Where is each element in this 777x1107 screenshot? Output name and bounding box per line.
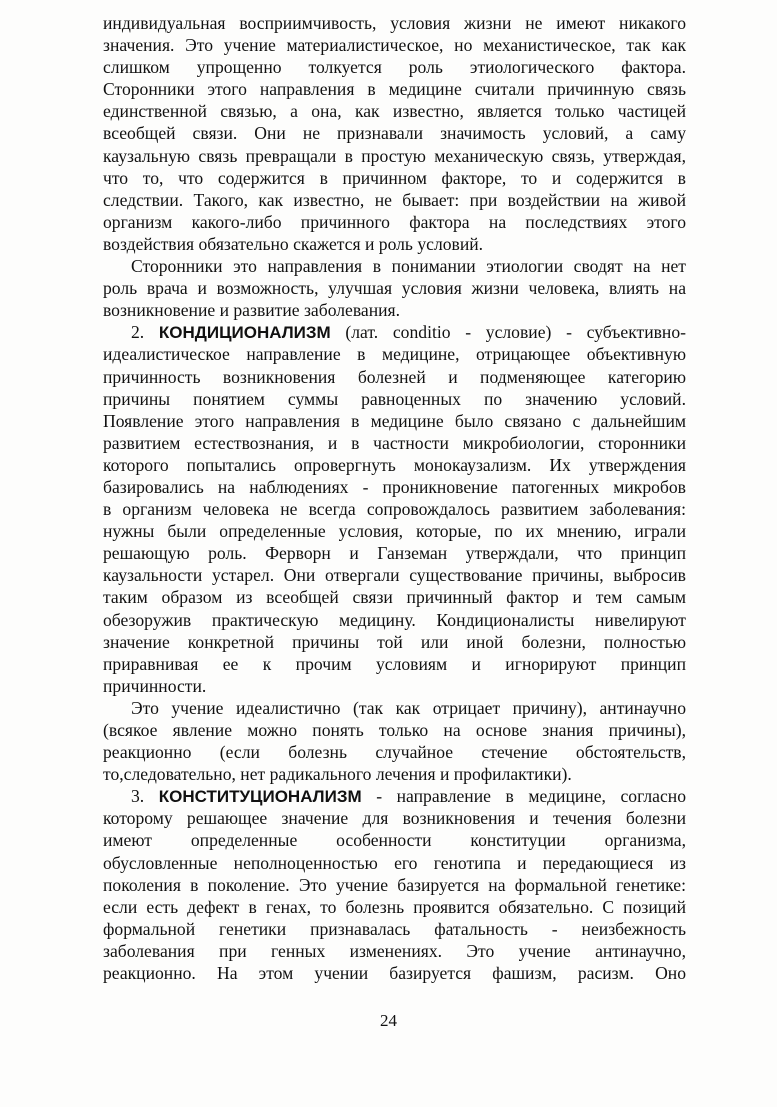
text-line: слишком упрощенно толкуется роль этиологического фактора. [103,57,686,78]
text-line: (всякое явление можно понять только на основе знания причины), [103,720,686,740]
section-number: 3. [131,786,159,807]
section-number: 2. [131,322,159,343]
text-line: значения. Это учение материалистическое, но механистическое, так как [103,35,686,56]
text-line: всеобщей связи. Они не признавали значимость условий, а саму [103,123,686,144]
text-line: причины понятием суммы равноценных по значению условий. [103,388,686,409]
text-line: единственной связью, а она, как известно, является только частицей [103,101,686,122]
body-text [103,12,686,984]
text-line: реакционно. На этом учении базируется фашизм, расизм. Оно [103,963,686,984]
text-line: Сторонники этого направления в медицине считали причинную связь [103,79,686,100]
text-line: в организм человека не всегда сопровождалось развитием заболевания: [103,499,686,520]
text-line: нужны были определенные условия, которые, по их мнению, играли [103,521,686,542]
text-line: Появление этого направления в медицине было связано с дальнейшим [103,410,686,431]
text-line: которому решающее значение для возникновения и течения болезни [103,808,686,829]
text-line: Сторонники это направления в понимании этиологии сводят на нет [131,256,686,277]
text-line: роль врача и возможность, улучшая условия жизни человека, влиять на [103,278,686,299]
text-line: реакционно (если болезнь случайное стечение обстоятельств, [103,742,686,763]
text-line: следствии. Такого, как известно, не бывает: при воздействии на живой [103,189,686,210]
text-line: обусловленные неполноценностью его генотипа и передающиеся из [103,852,686,873]
text-line: приравнивая ее к прочим условиям и игнорируют принцип [103,653,686,674]
page-number: 24 [380,1011,397,1030]
section-heading-text: - направление в медицине, согласно [361,786,687,807]
section-term: КОНДИЦИОНАЛИЗМ [158,323,331,343]
text-line: что то, что содержится в причинном факторе, то и содержится в [103,167,686,188]
text-line: воздействия обязательно скажется и роль условий. [103,233,484,254]
text-line: поколения в поколение. Это учение базируется на формальной генетике: [103,874,686,895]
text-line: формальной генетики признавалась фатальность - неизбежность [103,918,686,939]
text-line: значение конкретной причины той или иной болезни, полностью [103,631,686,652]
text-line: решающую роль. Ферворн и Ганземан утверждали, что принцип [103,543,686,564]
text-line: организм какого-либо причинного фактора на последствиях этого [103,211,686,232]
section-heading-text: (лат. conditio - условие) - субъективно- [330,322,686,343]
text-line: имеют определенные особенности конституции организма, [103,830,686,851]
text-line: причинность возникновения болезней и подменяющее категорию [103,366,686,387]
text-line: развитием естествознания, и в частности микробиологии, сторонники [103,432,686,453]
text-line: причинности. [103,675,207,696]
text-line: обезоружив практическую медицину. Кондиционалисты нивелируют [103,609,686,630]
text-line: то,следовательно, нет радикального лечения и профилактики). [103,764,572,785]
text-line: таким образом из всеобщей связи причинный фактор и тем самым [103,587,686,608]
section-term: КОНСТИТУЦИОНАЛИЗМ [158,787,362,807]
section-heading-line [103,321,686,343]
text-line: базировались на наблюдениях - проникновение патогенных микробов [103,476,686,497]
text-line: которого попытались опровергнуть монокаузализм. Их утверждения [103,454,686,475]
text-line: возникновение и развитие заболевания. [103,300,401,321]
text-line: каузальную связь превращали в простую механическую связь, утверждая, [103,145,686,166]
text-line: заболевания при генных изменениях. Это учение антинаучно, [103,940,686,961]
section-heading-line [103,785,686,807]
text-line: идеалистическое направление в медицине, отрицающее объективную [103,344,686,365]
text-line: Это учение идеалистично (так как отрицает причину), антинаучно [131,697,686,718]
text-line: каузальности устарел. Они отвергали существование причины, выбросив [103,565,686,586]
text-line: если есть дефект в генах, то болезнь проявится обязательно. С позиций [103,896,686,917]
text-line: индивидуальная восприимчивость, условия жизни не имеют никакого [103,13,686,33]
